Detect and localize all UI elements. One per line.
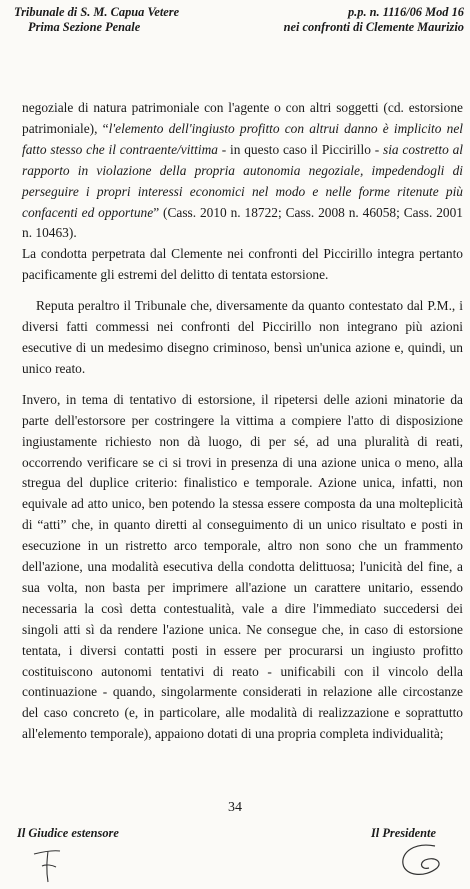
court-section: Prima Sezione Penale <box>28 20 141 34</box>
header-left <box>14 5 179 35</box>
header-right <box>284 5 464 35</box>
president-signature-label: Il Presidente <box>370 826 436 840</box>
president-handwritten-signature <box>395 838 450 883</box>
paragraph-3: Reputa peraltro il Tribunale che, diversamente da quanto contestato dal P.M., i diversi fatti commessi nei confronti del Piccirillo non integrano più azioni esecutive di un medesimo disegno criminoso, bensì un'unica azione e, quindi, un unico reato. <box>22 298 463 376</box>
paragraph-1 <box>22 98 463 244</box>
defendant-line: nei confronti di Clemente Maurizio <box>283 20 464 34</box>
court-name: Tribunale di S. M. Capua Vetere <box>14 5 180 19</box>
paragraph-1-text-b: - in questo caso il Piccirillo - <box>217 141 383 157</box>
judge-signature-label: Il Giudice estensore <box>17 826 119 840</box>
paragraph-1-quote-b: sia costretto al rapporto in violazione della propria autonomia negoziale, impedendogli di perseguire i propri interessi economici nel modo e nelle forme ritenute più confacenti ed opportune <box>22 141 463 220</box>
paragraph-2: La condotta perpetrata dal Clemente nei confronti del Piccirillo integra pertanto pacificamente gli estremi del delitto di tentata estorsione. <box>22 246 463 283</box>
judge-handwritten-signature <box>30 842 70 887</box>
document-body <box>22 98 463 745</box>
paragraph-4: Invero, in tema di tentativo di estorsione, il ripetersi delle azioni minatorie da parte dell'estorsore per costringere la vittima a compiere l'atto di disposizione ingiustamente richiesto non dà luogo, di per sé, ad una pluralità di reati, occorrendo verificare se ci si trovi in presenza di una azione unica o meno, alla stregua del duplice criterio: finalistico e temporale. Azione unica, infatti, non equivale ad atto unico, ben potendo la stessa essere composta da una molteplicità di “atti” che, in quanto diretti al conseguimento di un unico risultato e posti in esecuzione in un ristretto arco temporale, altro non sono che un frammento dell'azione, una modalità esecutiva della condotta delittuosa; l'unicità del fine, a sua volta, non basta per imprimere all'azione un carattere unitario, essendo necessaria la così detta contestualità, vale a dire l'immediato succedersi dei singoli atti sì da rendere l'azione unica. Ne consegue che, in caso di estorsione tentata, i diversi contatti posti in essere per procurarsi un ingiusto profitto costituiscono autonomi tentativi di reato - unificabili con il vincolo della continuazione - quando, singolarmente considerati in relazione alle circostanze del caso concreto (e, in particolare, alle modalità di realizzazione e soprattutto all'elemento temporale), appaiono dotati di una propria completa individualità; <box>22 391 463 742</box>
case-number: p.p. n. 1116/06 Mod 16 <box>347 5 464 19</box>
page-number: 34 <box>228 800 242 815</box>
paragraph-1-citation: ” (Cass. 2010 n. 18722; Cass. 2008 n. 46058; Cass. 2001 n. 10463). <box>22 204 463 241</box>
paragraph-1-text-a: negoziale di natura patrimoniale con l'agente o con altri soggetti (cd. estorsione patrimoniale), “ <box>22 100 463 136</box>
paragraph-1-quote-a: l'elemento dell'ingiusto profitto con altrui danno è implicito nel fatto stesso che il contraente/vittima <box>22 120 463 157</box>
